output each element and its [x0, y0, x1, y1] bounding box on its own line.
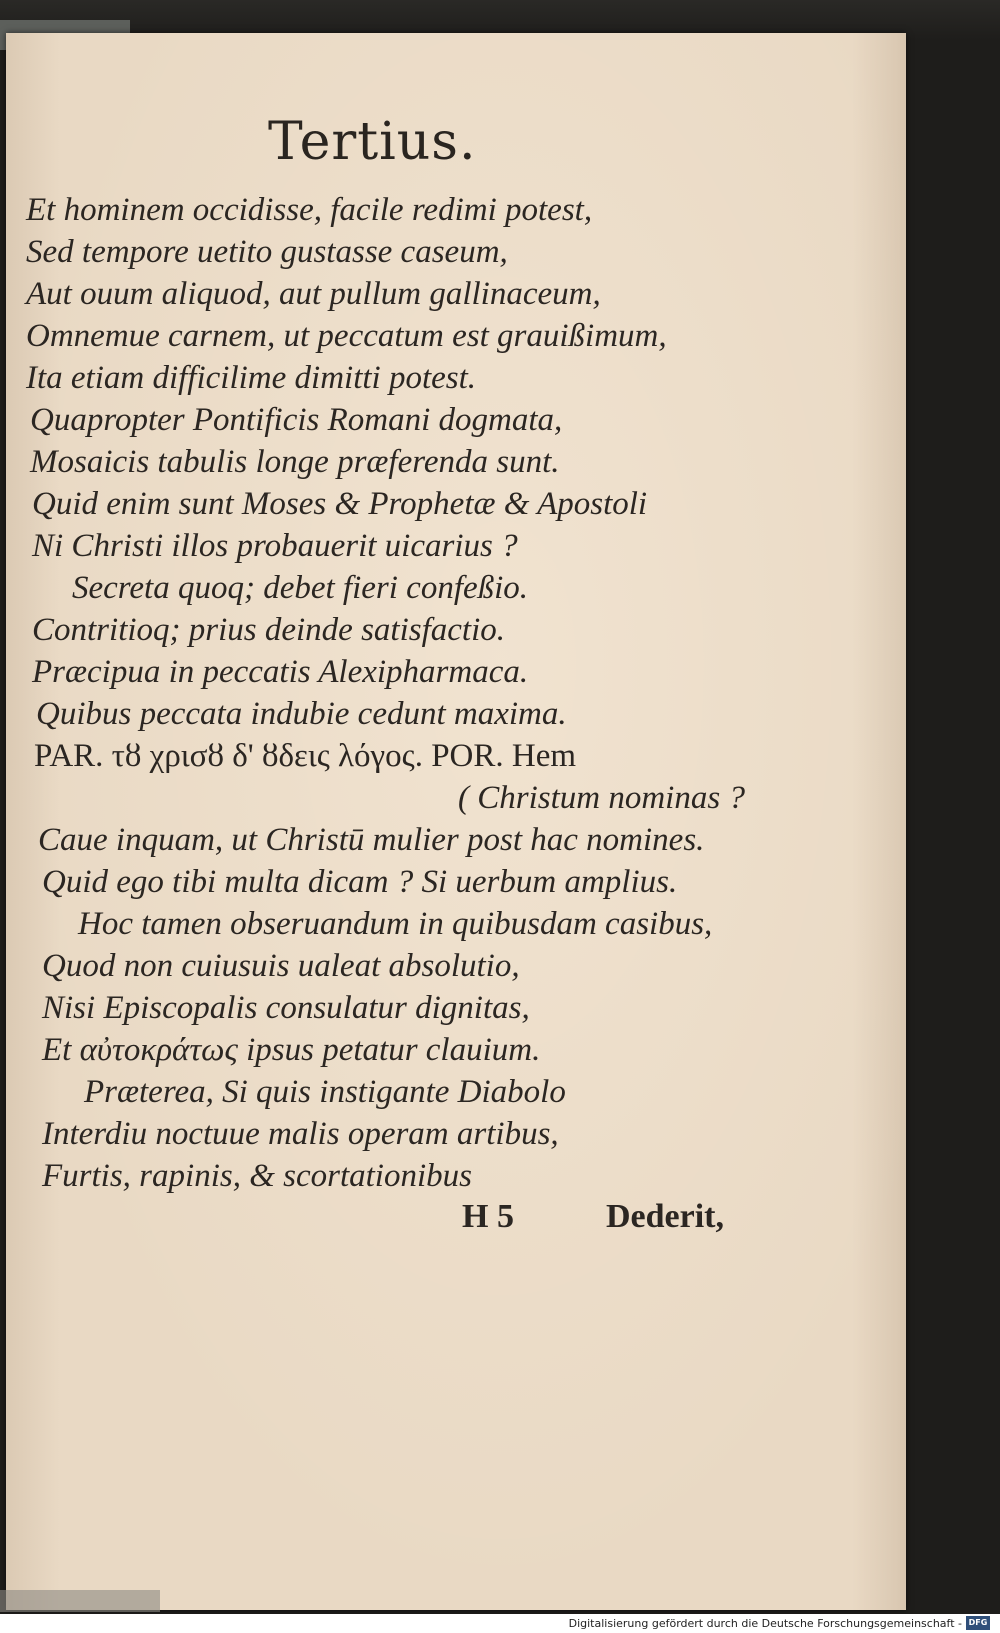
- verse-line: PAR. τȣ χρισȣ δ' ȣδεις λόγος. POR. Hem: [34, 738, 577, 774]
- verse-line: Quod non cuiusuis ualeat absolutio,: [42, 948, 520, 984]
- verse-line: Ita etiam difficilime dimitti potest.: [26, 360, 477, 396]
- verse-line: Hoc tamen obseruandum in quibusdam casibus,: [78, 906, 713, 942]
- catchword: Dederit,: [606, 1198, 725, 1235]
- verse-line: Aut ouum aliquod, aut pullum gallinaceum,: [26, 276, 601, 312]
- verse-line: Nisi Episcopalis consulatur dignitas,: [42, 990, 530, 1026]
- dfg-logo: DFG: [966, 1616, 990, 1630]
- verse-line: Et hominem occidisse, facile redimi potest,: [26, 192, 593, 228]
- verse-line: Quid enim sunt Moses & Prophetæ & Apostoli: [32, 486, 648, 522]
- running-head: Tertius.: [268, 112, 477, 172]
- verse-line: ( Christum nominas ?: [458, 780, 745, 816]
- verse-line: Quid ego tibi multa dicam ? Si uerbum amplius.: [42, 864, 678, 900]
- verse-line: Quibus peccata indubie cedunt maxima.: [36, 696, 567, 732]
- verse-line: Ni Christi illos probauerit uicarius ?: [32, 528, 518, 564]
- verse-line: Sed tempore uetito gustasse caseum,: [26, 234, 508, 270]
- verse-line: Secreta quoq; debet fieri confeßio.: [72, 570, 529, 606]
- verse-line: Mosaicis tabulis longe præferenda sunt.: [30, 444, 560, 480]
- verse-line: Interdiu noctuue malis operam artibus,: [42, 1116, 559, 1152]
- verse-line: Omnemue carnem, ut peccatum est grauißimum,: [26, 318, 667, 354]
- scan-bottom-edge: [0, 1590, 160, 1612]
- verse-line: Furtis, rapinis, & scortationibus: [42, 1158, 472, 1194]
- verse-line: Præterea, Si quis instigante Diabolo: [84, 1074, 566, 1110]
- verse-line: Præcipua in peccatis Alexipharmaca.: [32, 654, 529, 690]
- verse-line: Contritioq; prius deinde satisfactio.: [32, 612, 506, 648]
- signature-mark: H 5: [462, 1198, 514, 1235]
- verse-line: Et αὐτοκράτως ipsus petatur clauium.: [42, 1032, 541, 1068]
- digitization-credit: Digitalisierung gefördert durch die Deutsche Forschungsgemeinschaft -: [568, 1617, 962, 1630]
- verse-line: Caue inquam, ut Christū mulier post hac nomines.: [38, 822, 705, 858]
- verse-line: Quapropter Pontificis Romani dogmata,: [30, 402, 563, 438]
- book-page: [6, 33, 906, 1610]
